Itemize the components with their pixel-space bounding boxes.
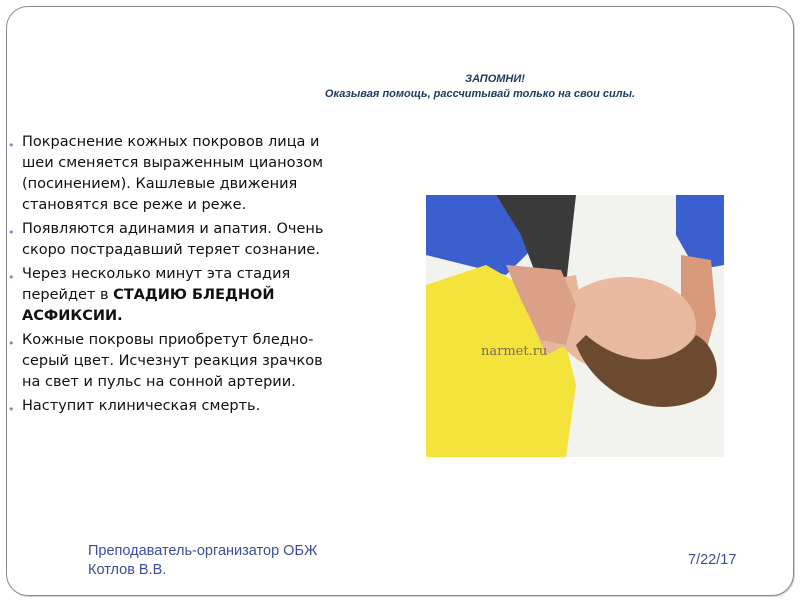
footer-author-line1: Преподаватель-организатор ОБЖ bbox=[88, 543, 318, 559]
bullet-item-4 bbox=[8, 330, 338, 393]
bullet-item-5 bbox=[8, 396, 338, 417]
bullet-item-1 bbox=[8, 132, 338, 216]
footer-date: 7/22/17 bbox=[688, 552, 737, 568]
slide-header bbox=[200, 72, 760, 102]
bullet-item-3 bbox=[8, 264, 338, 327]
bullet-text: Появляются адинамия и апатия. Очень скоро пострадавший теряет сознание. bbox=[22, 221, 324, 258]
photo-watermark: narmet.ru bbox=[481, 344, 548, 359]
bullet-text: Через несколько минут эта стадия перейдет в bbox=[22, 266, 291, 303]
bullet-dot-icon: • bbox=[8, 337, 15, 350]
bullet-dot-icon: • bbox=[8, 271, 15, 284]
bullet-list bbox=[8, 132, 338, 420]
first-aid-photo bbox=[426, 195, 724, 457]
bullet-dot-icon: • bbox=[8, 226, 15, 239]
first-aid-illustration bbox=[426, 195, 724, 457]
header-title: ЗАПОМНИ! bbox=[465, 73, 525, 85]
footer-author bbox=[88, 542, 317, 580]
bullet-text: Покраснение кожных покровов лица и шеи сменяется выраженным цианозом (посинением). Кашлевые движения становятся все реже и реже. bbox=[22, 134, 324, 213]
bullet-dot-icon: • bbox=[8, 403, 15, 416]
bullet-text: Кожные покровы приобретут бледно-серый цвет. Исчезнут реакция зрачков на свет и пульс на сонной артерии. bbox=[22, 332, 323, 390]
bullet-item-2 bbox=[8, 219, 338, 261]
bullet-bold-text: СТАДИЮ БЛЕДНОЙ АСФИКСИИ. bbox=[22, 287, 275, 324]
footer-author-line2: Котлов В.В. bbox=[88, 562, 167, 578]
bullet-dot-icon: • bbox=[8, 139, 15, 152]
header-subtitle: Оказывая помощь, рассчитывай только на свои силы. bbox=[324, 88, 636, 100]
bullet-text: Наступит клиническая смерть. bbox=[22, 398, 261, 414]
